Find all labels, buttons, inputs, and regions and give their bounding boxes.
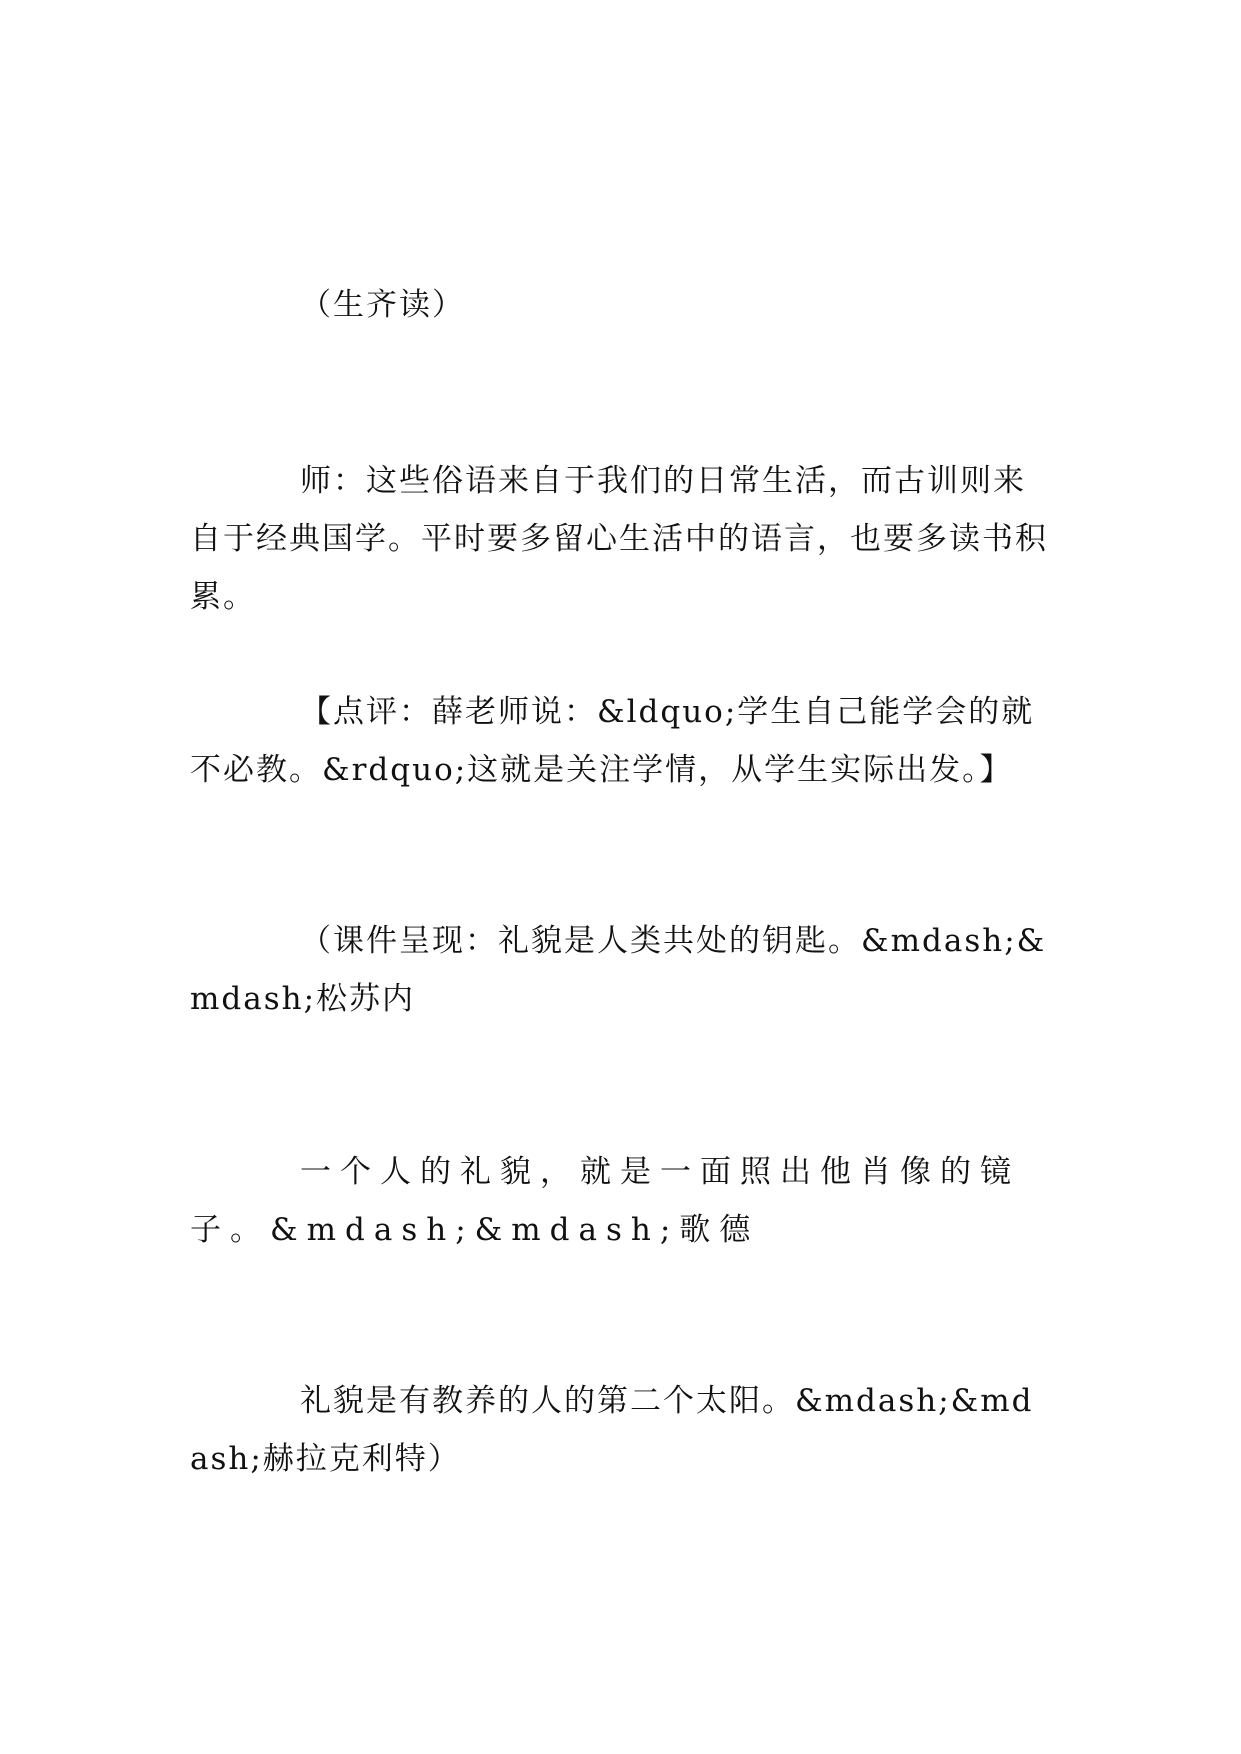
paragraph-student-reading: （生齐读） (300, 287, 465, 323)
paragraph-teacher-remark: 师：这些俗语来自于我们的日常生活，而古训则来自于经典国学。平时要多留心生活中的语言，也要多读书积累。 (190, 463, 1048, 615)
paragraph-quote-heraclitus: 礼貌是有教养的人的第二个太阳。&mdash;&mdash;赫拉克利特） (190, 1383, 1034, 1477)
paragraph-quote-goethe: 一个人的礼貌，就是一面照出他肖像的镜子。&mdash;&mdash;歌德 (190, 1154, 1020, 1248)
paragraph-courseware-quote-1: （课件呈现：礼貌是人类共处的钥匙。&mdash;&mdash;松苏内 (190, 923, 1047, 1017)
paragraph-commentary: 【点评：薛老师说：&ldquo;学生自己能学会的就不必教。&rdquo;这就是关注学情，从学生实际出发。】 (190, 694, 1035, 788)
